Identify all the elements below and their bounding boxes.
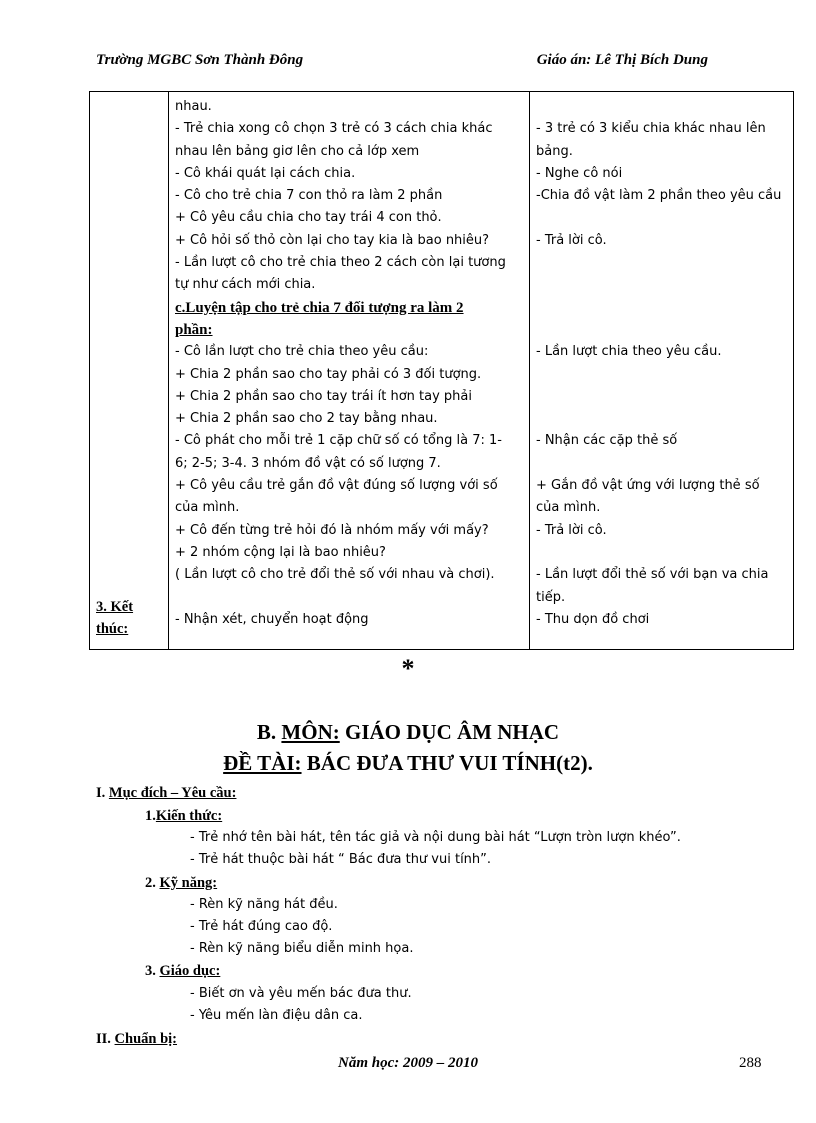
child-line: - Thu dọn đồ chơi	[536, 611, 650, 627]
teacher-line: - Cô cho trẻ chia 7 con thỏ ra làm 2 phần	[175, 188, 443, 204]
knowledge-heading: 1.Kiến thức:	[145, 808, 223, 824]
teacher-line: + Cô hỏi số thỏ còn lại cho tay kia là bao nhiêu?	[175, 232, 490, 248]
child-line: -Chia đồ vật làm 2 phần theo yêu cầu	[536, 188, 782, 204]
teacher-line: nhau.	[175, 99, 212, 114]
child-activity-column	[530, 92, 794, 650]
section-1-heading: I. Mục đích – Yêu cầu:	[96, 785, 237, 801]
teacher-activity-column	[169, 92, 530, 650]
teacher-line: + Chia 2 phần sao cho tay trái ít hơn tay phải	[175, 388, 472, 404]
section-2-heading: II. Chuẩn bị:	[96, 1031, 178, 1047]
topic-title: ĐỀ TÀI: BÁC ĐƯA THƯ VUI TÍNH(t2).	[223, 751, 593, 775]
child-line: - 3 trẻ có 3 kiểu chia khác nhau lên	[536, 121, 766, 137]
skills-item: - Rèn kỹ năng hát đều.	[190, 897, 338, 912]
child-line: - Lần lượt chia theo yêu cầu.	[536, 344, 722, 360]
teacher-line: của mình.	[175, 500, 240, 516]
child-line: bảng.	[536, 143, 573, 159]
section-c-heading-cont: phần:	[175, 321, 213, 338]
child-line: - Nghe cô nói	[536, 165, 623, 181]
child-line: + Gắn đồ vật ứng với lượng thẻ số	[536, 478, 760, 494]
child-line: - Nhận các cặp thẻ số	[536, 433, 678, 449]
teacher-line: + Cô yêu cầu trẻ gắn đồ vật đúng số lượng với số	[175, 478, 498, 494]
stage-column	[90, 92, 169, 650]
page-number: 288	[739, 1055, 762, 1071]
separator-asterisk: *	[401, 654, 415, 683]
teacher-line: - Cô lần lượt cho trẻ chia theo yêu cầu:	[175, 344, 429, 360]
teacher-line: + Cô đến từng trẻ hỏi đó là nhóm mấy với mấy?	[175, 522, 489, 538]
education-item: - Yêu mến làn điệu dân ca.	[190, 1008, 363, 1023]
footer-school-year: Năm học: 2009 – 2010	[338, 1055, 478, 1071]
child-line: tiếp.	[536, 589, 566, 605]
teacher-line: nhau lên bảng giơ lên cho cả lớp xem	[175, 143, 420, 159]
section-c-heading: c.Luyện tập cho trẻ chia 7 đối tượng ra làm 2	[175, 299, 464, 316]
teacher-line: - Cô khái quát lại cách chia.	[175, 165, 356, 181]
header-school: Trường MGBC Sơn Thành Đông	[96, 52, 304, 68]
skills-heading: 2. Kỹ năng:	[145, 875, 218, 891]
teacher-line: - Cô phát cho mỗi trẻ 1 cặp chữ số có tổng là 7: 1-	[175, 433, 502, 449]
skills-item: - Rèn kỹ năng biểu diễn minh họa.	[190, 941, 414, 956]
child-line: - Trả lời cô.	[536, 522, 607, 538]
teacher-line: - Lần lượt cô cho trẻ chia theo 2 cách còn lại tương	[175, 255, 506, 271]
teacher-line: + Cô yêu cầu chia cho tay trái 4 con thỏ.	[175, 210, 442, 226]
teacher-line: tự như cách mới chia.	[175, 277, 316, 293]
teacher-line: - Trẻ chia xong cô chọn 3 trẻ có 3 cách chia khác	[175, 121, 493, 137]
lesson-table	[89, 91, 794, 650]
teacher-line-ket-thuc: - Nhận xét, chuyển hoạt động	[175, 611, 369, 627]
knowledge-item: - Trẻ nhớ tên bài hát, tên tác giả và nội dung bài hát “Lượn tròn lượn khéo”.	[190, 830, 681, 845]
stage-label-ket-thuc: 3. Kết thúc:	[96, 599, 134, 637]
child-line: của mình.	[536, 500, 601, 516]
skills-item: - Trẻ hát đúng cao độ.	[190, 919, 333, 934]
subject-title: B. MÔN: GIÁO DỤC ÂM NHẠC	[256, 720, 560, 744]
education-heading: 3. Giáo dục:	[145, 963, 221, 979]
child-line: - Trả lời cô.	[536, 232, 607, 248]
teacher-line: + 2 nhóm cộng lại là bao nhiêu?	[175, 544, 386, 560]
knowledge-item: - Trẻ hát thuộc bài hát “ Bác đưa thư vui tính”.	[190, 852, 492, 867]
child-line: - Lần lượt đổi thẻ số với bạn va chia	[536, 567, 769, 583]
teacher-line: ( Lần lượt cô cho trẻ đổi thẻ số với nhau và chơi).	[175, 567, 495, 583]
teacher-line: 6; 2-5; 3-4. 3 nhóm đồ vật có số lượng 7.	[175, 455, 441, 471]
education-item: - Biết ơn và yêu mến bác đưa thư.	[190, 986, 412, 1001]
teacher-line: + Chia 2 phần sao cho 2 tay bằng nhau.	[175, 411, 438, 427]
header-author: Giáo án: Lê Thị Bích Dung	[536, 52, 708, 68]
teacher-line: + Chia 2 phần sao cho tay phải có 3 đối tượng.	[175, 366, 482, 382]
